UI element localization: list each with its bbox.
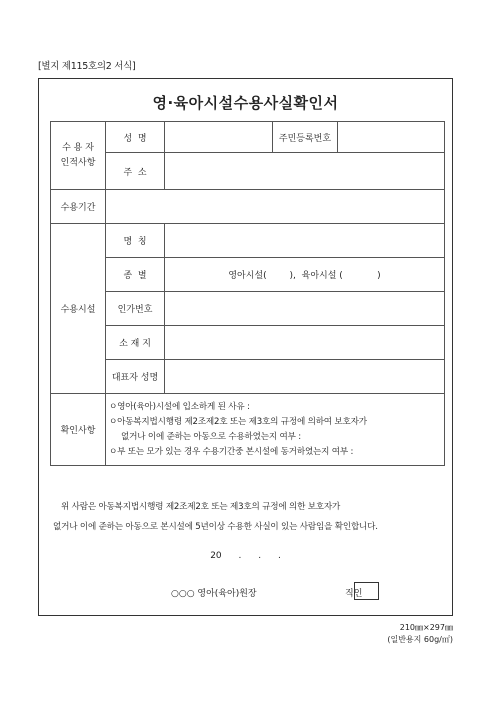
director-signature-label: ○○○ 영아(육아)원장 [171, 589, 257, 599]
confirmation-items [106, 394, 445, 466]
location-label: 소 재 지 [106, 326, 165, 360]
period-field[interactable] [106, 190, 445, 224]
representative-name-field[interactable] [165, 360, 445, 394]
name-label: 성 명 [106, 122, 165, 153]
location-field[interactable] [165, 326, 445, 360]
facility-name-field[interactable] [165, 224, 445, 258]
resident-number-field[interactable] [338, 122, 445, 153]
paper-type: (일반용지 60g/㎡) [387, 635, 453, 644]
resident-number-label: 주민등록번호 [273, 122, 338, 153]
facility-type-field[interactable]: 영아시설( ), 육아시설 ( ) [165, 258, 445, 292]
confirmation-section-header: 확인사항 [51, 394, 106, 466]
certificate-title: 영·육아시설수용사실확인서 [152, 94, 339, 112]
form-number-label: [별지 제115호의2 서식] [38, 61, 136, 72]
representative-name-label: 대표자 성명 [106, 360, 165, 394]
name-field[interactable] [165, 122, 273, 153]
address-label: 주 소 [106, 153, 165, 190]
facility-type-label: 종 별 [106, 258, 165, 292]
permit-number-field[interactable] [165, 292, 445, 326]
confirmation-line: ㅇ부 또는 모가 있는 경우 수용기간중 본시설에 동거하였는지 여부 : [109, 446, 354, 457]
period-label: 수용기간 [51, 190, 106, 224]
facility-section-header: 수용시설 [51, 224, 106, 394]
seal-box[interactable] [354, 582, 379, 600]
confirmation-line: ㅇ영아(육아)시설에 입소하게 된 사유 : [109, 401, 250, 412]
confirmation-line: 없거나 이에 준하는 아동으로 수용하였는지 여부 : [121, 431, 301, 442]
statement-line: 없거나 이에 준하는 아동으로 본시설에 5년이상 수용한 사실이 있는 사람임을 확인합니다. [53, 522, 378, 532]
recipient-section-header: 수 용 자 인적사항 [51, 122, 106, 190]
paper-size: 210㎜×297㎜ [399, 623, 453, 632]
certificate-table [50, 121, 445, 466]
confirmation-line: ㅇ아동복지법시행령 제2조제2호 또는 제3호의 규정에 의하여 보호자가 [109, 416, 367, 427]
certification-statement [53, 497, 378, 537]
paper-spec [387, 622, 453, 646]
statement-line: 위 사람은 아동복지법시행령 제2조제2호 또는 제3호의 규정에 의한 보호자가 [61, 502, 341, 512]
certificate-frame [38, 78, 453, 616]
address-field[interactable] [165, 153, 445, 190]
permit-number-label: 인가번호 [106, 292, 165, 326]
seal-label: 직인 [345, 589, 363, 599]
facility-name-label: 명 칭 [106, 224, 165, 258]
date-line[interactable]: 20 . . . [210, 551, 281, 561]
